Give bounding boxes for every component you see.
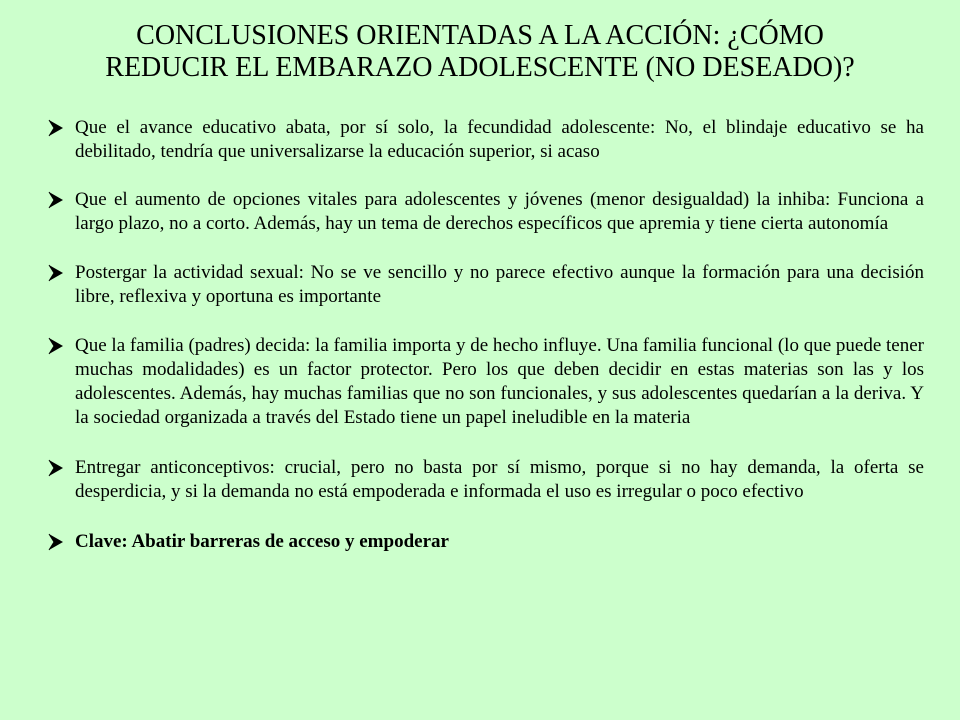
conclusions-list	[48, 116, 924, 578]
slide-title	[40, 20, 920, 84]
arrow-bullet-icon	[48, 457, 66, 479]
bullet-item-contraceptives	[48, 456, 924, 504]
bullet-text: Entregar anticonceptivos: crucial, pero no basta por sí mismo, porque si no hay demanda, la oferta se desperdicia, y si la demanda no está empoderada e informada el uso es irregular o poco efectivo	[75, 457, 924, 502]
bullet-item-key-conclusion	[48, 530, 924, 554]
bullet-text: Postergar la actividad sexual: No se ve sencillo y no parece efectivo aunque la formación para una decisión libre, reflexiva y oportuna es importante	[75, 262, 924, 307]
arrow-bullet-icon	[48, 531, 66, 553]
arrow-bullet-icon	[48, 189, 66, 211]
bullet-text: Que la familia (padres) decida: la familia importa y de hecho influye. Una familia funcional (lo que puede tener muchas modalidades) es un factor protector. Pero los que deben decidir en estas materias son las y los adolescentes. Además, hay muchas familias que no son funcionales, y sus adolescentes quedarían a la deriva. Y la sociedad organizada a través del Estado tiene un papel ineludible en la materia	[75, 335, 924, 428]
arrow-bullet-icon	[48, 117, 66, 139]
bullet-item-life-options	[48, 188, 924, 236]
bullet-text: Clave: Abatir barreras de acceso y empoderar	[75, 531, 449, 552]
bullet-text: Que el aumento de opciones vitales para adolescentes y jóvenes (menor desigualdad) la inhiba: Funciona a largo plazo, no a corto. Además, hay un tema de derechos específicos que apremia y tiene cierta autonomía	[75, 189, 924, 234]
bullet-item-postpone-sexual-activity	[48, 261, 924, 309]
arrow-bullet-icon	[48, 335, 66, 357]
bullet-item-education	[48, 116, 924, 164]
bullet-item-family-decision	[48, 334, 924, 430]
slide-title-line-2: REDUCIR EL EMBARAZO ADOLESCENTE (NO DESEADO)?	[105, 52, 855, 83]
slide-title-line-1: CONCLUSIONES ORIENTADAS A LA ACCIÓN: ¿CÓMO	[136, 20, 824, 51]
arrow-bullet-icon	[48, 262, 66, 284]
bullet-text: Que el avance educativo abata, por sí solo, la fecundidad adolescente: No, el blindaje educativo se ha debilitado, tendría que universalizarse la educación superior, si acaso	[75, 117, 924, 162]
